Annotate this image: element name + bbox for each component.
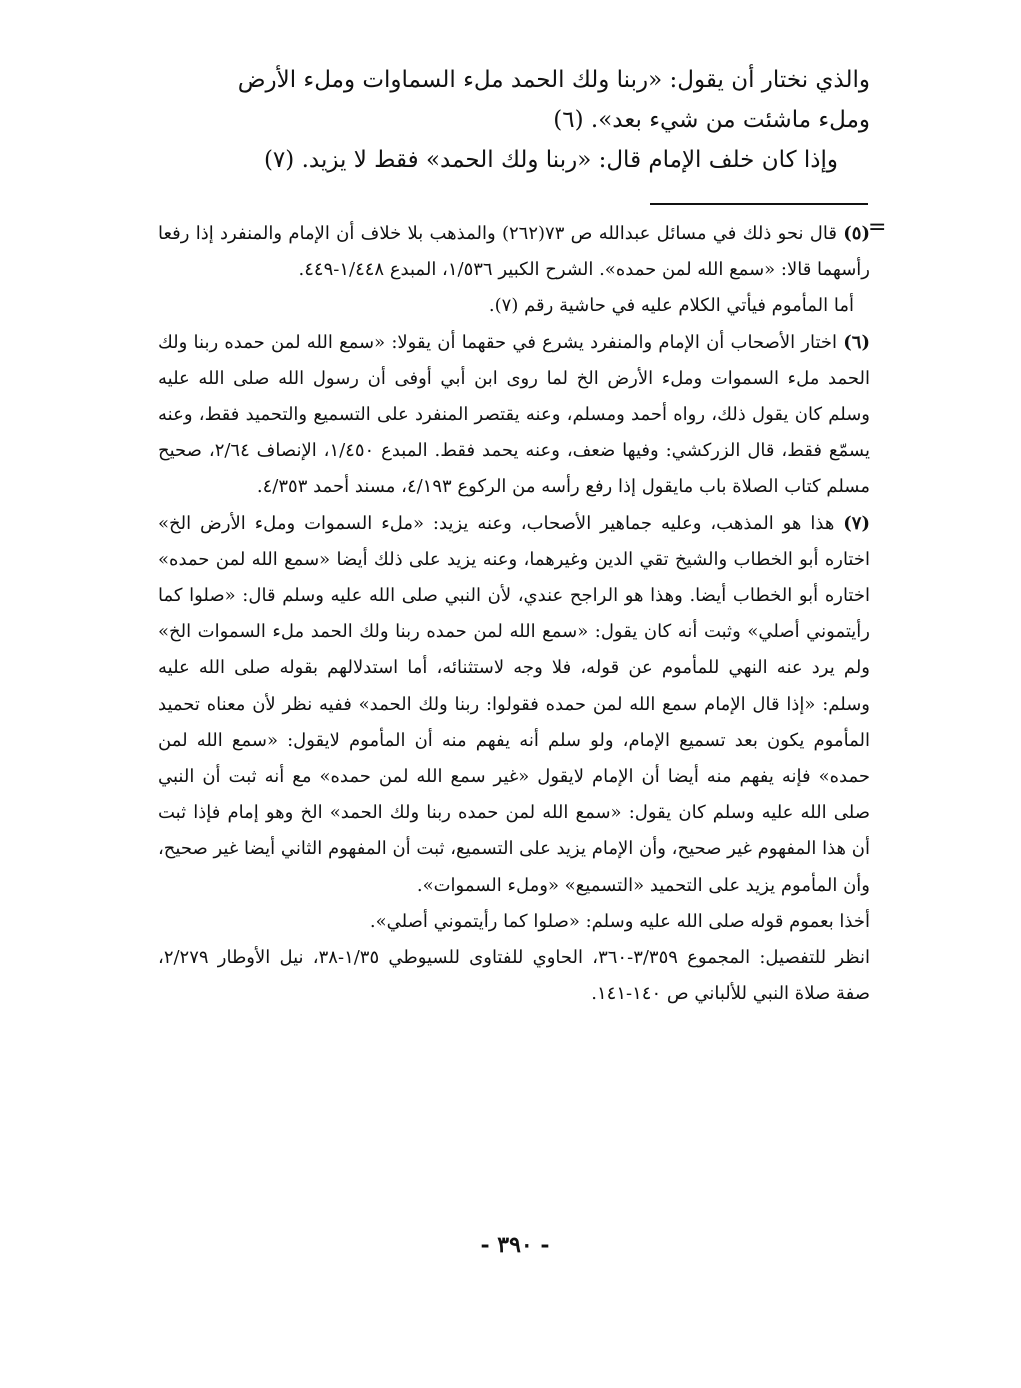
- footnote-5-text: قال نحو ذلك في مسائل عبدالله ص ٧٣(٢٦٢) والمذهب بلا خلاف أن الإمام والمنفرد إذا رفعا رأسهما قالا: «سمع الله لمن حمده». الشرح الكبير ١/٥٣٦، المبدع ١/٤٤٨-٤٤٩.: [158, 223, 870, 281]
- footnote-7-subtext-2: انظر للتفصيل: المجموع ٣/٣٥٩-٣٦٠، الحاوي للفتاوى للسيوطي ١/٣٥-٣٨، نيل الأوطار ٢/٢٧٩، صفة صلاة النبي للألباني ص ١٤٠-١٤١.: [158, 947, 871, 1005]
- footnote-7-text: هذا هو المذهب، وعليه جماهير الأصحاب، وعنه يزيد: «ملء السموات وملء الأرض الخ» اختاره أبو الخطاب والشيخ تقي الدين وغيرهما، وعنه يزيد على ذلك أيضا «سمع الله لمن حمده» اختاره أبو الخطاب أيضا. وهذا هو الراجح عندي، لأن النبي صلى الله عليه وسلم قال: «صلوا كما رأيتموني أصلي» وثبت أنه كان يقول: «سمع الله لمن حمده ربنا ولك الحمد ملء السموات الخ» ولم يرد عنه النهي للمأموم عن قوله، فلا وجه لاستثنائه، أما استدلالهم بقوله صلى الله عليه وسلم: «إذا قال الإمام سمع الله لمن حمده فقولوا: ربنا ولك الحمد» ففيه نظر لأن معناه تحميد المأموم يكون بعد تسميع الإمام، ولو سلم أنه يفهم منه أن المأموم لايقول: «سمع الله لمن حمده» فإنه يفهم منه أيضا أن الإمام لايقول «غير سمع الله لمن حمده» مع أنه ثبت أن النبي صلى الله عليه وسلم كان يقول: «سمع الله لمن حمده ربنا ولك الحمد» الخ وهو إمام فإذا ثبت أن هذا المفهوم غير صحيح، وأن الإمام يزيد على التسميع، ثبت أن المفهوم الثاني أيضا غير صحيح، وأن المأموم يزيد على التحميد «التسميع» «وملء السموات».: [158, 512, 870, 896]
- main-text-line-3: وإذا كان خلف الإمام قال: «ربنا ولك الحمد» فقط لا يزيد. (٧): [263, 147, 838, 173]
- footnote-6: [158, 325, 870, 506]
- footnote-5-subtext: أما المأموم فيأتي الكلام عليه في حاشية رقم (٧).: [488, 295, 854, 317]
- page-number: - ٣٩٠ -: [480, 1232, 550, 1258]
- footnote-5: [158, 216, 870, 288]
- main-text-block: [158, 60, 870, 180]
- footnote-7-subtext-1: أخذا بعموم قوله صلى الله عليه وسلم: «صلوا كما رأيتموني أصلي».: [369, 910, 870, 932]
- footnote-6-text: اختار الأصحاب أن الإمام والمنفرد يشرع في حقهما أن يقولا: «سمع الله لمن حمده ربنا ولك الحمد ملء السموات وملء الأرض الخ لما روى ابن أبي أوفى أن رسول الله صلى الله عليه وسلم كان يقول ذلك، رواه أحمد ومسلم، وعنه يقتصر المنفرد على التسميع والتحميد فقط، وعنه يسمّع فقط، قال الزركشي: وفيها ضعف، وعنه يحمد فقط. المبدع ١/٤٥٠، الإنصاف ٢/٦٤، صحيح مسلم كتاب الصلاة باب مايقول إذا رفع رأسه من الركوع ٤/١٩٣، مسند أحمد ٤/٣٥٣.: [158, 331, 870, 498]
- main-text-line-1: والذي نختار أن يقول: «ربنا ولك الحمد ملء السماوات وملء الأرض: [237, 67, 870, 93]
- footnote-5-number: (٥): [843, 223, 870, 244]
- footnote-7: [158, 506, 870, 904]
- footnote-separator: [650, 203, 868, 205]
- continuation-mark: =: [868, 215, 887, 240]
- footnote-6-number: (٦): [843, 331, 870, 353]
- footnote-7-number: (٧): [843, 512, 870, 534]
- footnotes-block: [158, 216, 870, 1012]
- main-text-line-2: وملء ماشئت من شيء بعد». (٦): [553, 107, 870, 133]
